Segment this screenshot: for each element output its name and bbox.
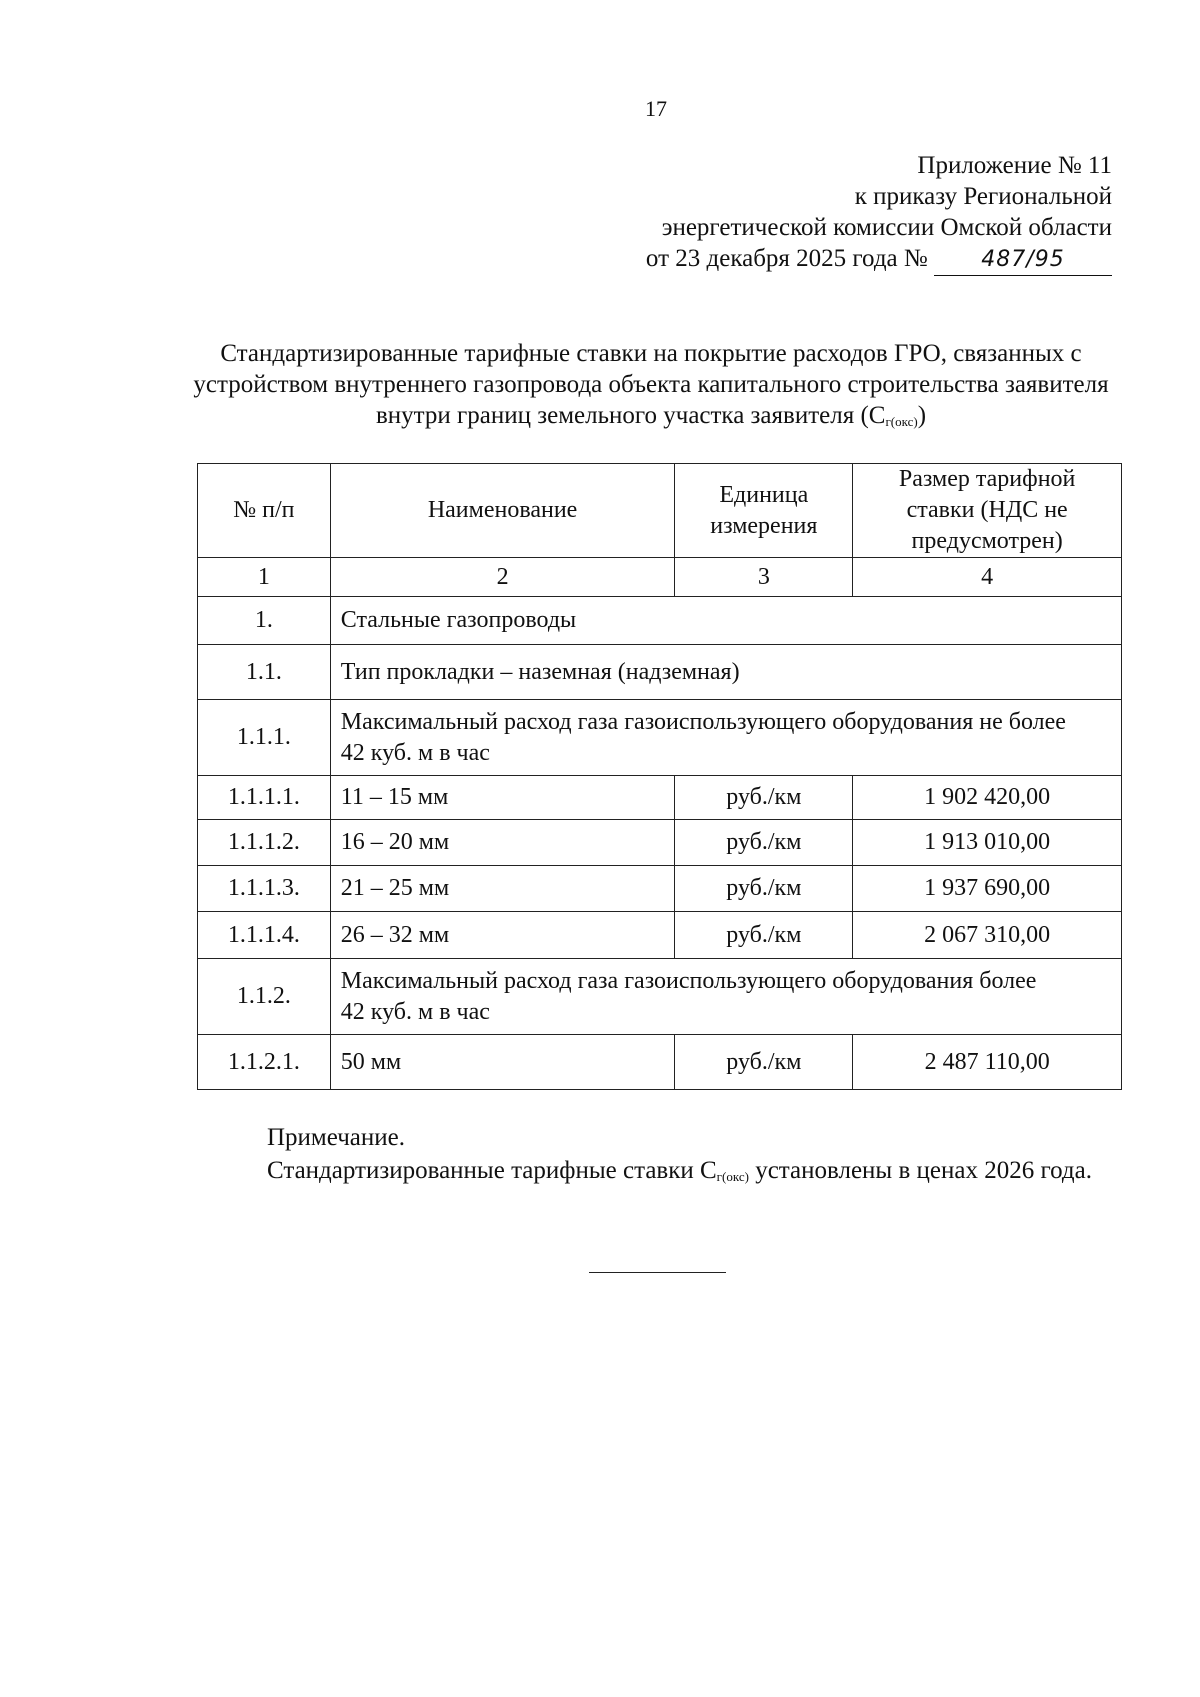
table-row [198, 820, 1122, 866]
row-name: Стальные газопроводы [330, 597, 1121, 645]
table-row [198, 700, 1122, 776]
note-heading: Примечание. [267, 1124, 406, 1151]
row-rate: 1 937 690,00 [853, 866, 1122, 912]
header-num: № п/п [198, 464, 331, 558]
row-name: Максимальный расход газа газоиспользующего оборудования более 42 куб. м в час [330, 959, 1121, 1035]
row-name: 50 мм [330, 1035, 675, 1090]
page-number: 17 [645, 96, 667, 121]
column-number: 1 [198, 558, 331, 597]
row-unit: руб./км [675, 776, 853, 820]
table-row [198, 597, 1122, 645]
column-number: 2 [330, 558, 675, 597]
row-name: 16 – 20 мм [330, 820, 675, 866]
table-row [198, 866, 1122, 912]
document-title [190, 338, 1112, 437]
appendix-line: к приказу Региональной [854, 183, 1112, 210]
row-name: 26 – 32 мм [330, 912, 675, 959]
appendix-date-line [646, 243, 1112, 276]
appendix-date: от 23 декабря 2025 года № [645, 245, 928, 272]
header-unit: Единица измерения [675, 464, 853, 558]
note-section [197, 1121, 1112, 1193]
header-name: Наименование [330, 464, 675, 558]
note-subscript: г(окс) [716, 1169, 749, 1184]
note-text-after: установлены в ценах 2026 года. [748, 1157, 1092, 1184]
tariff-table [197, 463, 1122, 1090]
row-num: 1.1. [198, 645, 331, 700]
row-unit: руб./км [675, 820, 853, 866]
table-row [198, 776, 1122, 820]
header-rate: Размер тарифной ставки (НДС не предусмотрен) [853, 464, 1122, 558]
note-text-before: Стандартизированные тарифные ставки С [267, 1157, 717, 1184]
row-num: 1.1.1.3. [198, 866, 331, 912]
row-unit: руб./км [675, 1035, 853, 1090]
table-body [198, 597, 1122, 1090]
row-num: 1.1.2. [198, 959, 331, 1035]
appendix-line: Приложение № 11 [917, 152, 1112, 179]
title-text: Стандартизированные тарифные ставки на покрытие расходов ГРО, связанных с устройством внутреннего газопровода объекта капитального строительства заявителя внутри границ земельного участка заявителя (С [193, 340, 1109, 429]
title-subscript: г(окс) [885, 414, 918, 429]
table-header [198, 464, 1122, 597]
column-number: 4 [853, 558, 1122, 597]
note-text [197, 1154, 1112, 1193]
row-name: Максимальный расход газа газоиспользующего оборудования не более 42 куб. м в час [330, 700, 1121, 776]
table-row [198, 645, 1122, 700]
row-num: 1.1.2.1. [198, 1035, 331, 1090]
row-rate: 2 067 310,00 [853, 912, 1122, 959]
appendix-header [646, 150, 1112, 276]
appendix-line: энергетической комиссии Омской области [661, 214, 1112, 241]
order-number-signature: 487/95 [934, 244, 1112, 276]
table-row [198, 959, 1122, 1035]
row-num: 1.1.1. [198, 700, 331, 776]
row-unit: руб./км [675, 912, 853, 959]
row-rate: 2 487 110,00 [853, 1035, 1122, 1090]
row-rate: 1 913 010,00 [853, 820, 1122, 866]
row-num: 1.1.1.2. [198, 820, 331, 866]
column-number-row [198, 558, 1122, 597]
row-unit: руб./км [675, 866, 853, 912]
header-row [198, 464, 1122, 558]
end-divider [589, 1272, 726, 1273]
row-name: 21 – 25 мм [330, 866, 675, 912]
row-rate: 1 902 420,00 [853, 776, 1122, 820]
row-num: 1.1.1.1. [198, 776, 331, 820]
row-num: 1.1.1.4. [198, 912, 331, 959]
title-close: ) [917, 402, 927, 429]
table-row [198, 1035, 1122, 1090]
row-num: 1. [198, 597, 331, 645]
table-row [198, 912, 1122, 959]
row-name: 11 – 15 мм [330, 776, 675, 820]
row-name: Тип прокладки – наземная (надземная) [330, 645, 1121, 700]
column-number: 3 [675, 558, 853, 597]
